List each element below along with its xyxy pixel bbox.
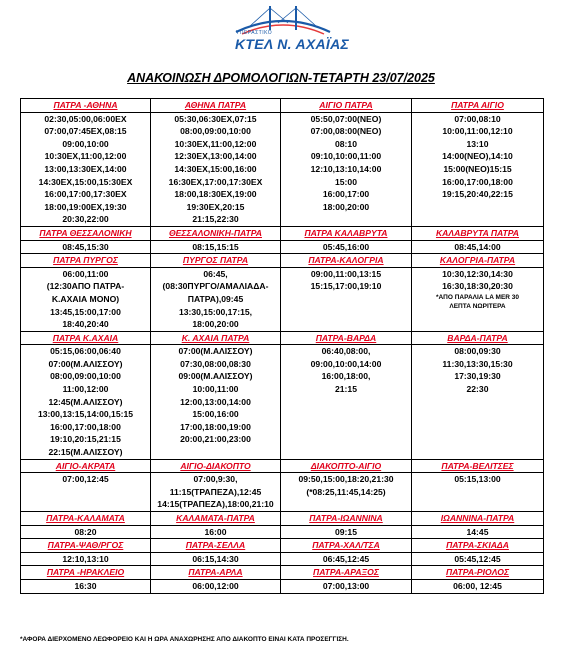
route-times-cell (281, 579, 412, 593)
route-name: ΠΑΤΡΑ-ΒΕΛΙΤΣΕΣ (412, 459, 544, 473)
departure-times: 07:00,08:10 10:00,11:00,12:10 13:10 14:00(ΝΕΟ),14:10 15:00(ΝΕΟ)15:15 16:00,17:00,18:00 19:15,20:40,22:15 (442, 113, 513, 200)
departure-times: 07:00,13:00 (322, 580, 370, 591)
departure-times: 06:45, (08:30ΠΥΡΓΟ/ΑΜΑΛΙΑΔΑ- ΠΑΤΡΑ),09:45 13:30,15:00,17:15, 18:00,20:00 (162, 268, 269, 330)
route-name: ΠΑΤΡΑ ΑΙΓΙΟ (412, 99, 544, 113)
route-times-cell (151, 579, 281, 593)
route-header-row (21, 459, 544, 473)
route-name: ΠΑΤΡΑ ΠΥΡΓΟΣ (21, 254, 151, 268)
page-title: ΑΝΑΚΟΙΝΩΣΗ ΔΡΟΜΟΛΟΓΙΩΝ-ΤΕΤΑΡΤΗ 23/07/2025 (127, 71, 435, 85)
route-times-cell (281, 345, 412, 459)
route-times-cell (21, 473, 151, 512)
route-times-cell (281, 525, 412, 539)
route-name: ΠΑΤΡΑ-ΧΑΛ/ΤΣΑ (281, 539, 412, 553)
route-name: ΠΑΤΡΑ-ΨΑΘ/ΡΓΟΣ (21, 539, 151, 553)
route-name: ΠΑΤΡΑ-ΒΑΡΔΑ (281, 331, 412, 345)
departure-times: 05:50,07:00(ΝΕΟ) 07:00,08:00(ΝΕΟ) 08:10 09:10,10:00,11:00 12:10,13:10,14:00 15:00 16:00,17:00 18:00,20:00 (310, 113, 382, 212)
route-times-cell (412, 473, 544, 512)
route-times-cell (151, 112, 281, 226)
route-name: ΠΑΤΡΑ ΚΑΛΑΒΡΥΤΑ (281, 226, 412, 240)
route-name: ΠΑΤΡΑ -ΗΡΑΚΛΕΙΟ (21, 566, 151, 580)
departure-times: 06:00,12:00 (192, 580, 239, 591)
departure-times: 10:30,12:30,14:30 16:30,18:30,20:30 (442, 268, 513, 292)
route-name: ΑΙΓΙΟ-ΔΙΑΚΟΠΤΟ (151, 459, 281, 473)
route-name: ΙΩΑΝΝΙΝΑ-ΠΑΤΡΑ (412, 512, 544, 526)
route-name: ΠΑΤΡΑ-ΚΑΛΟΓΡΙΑ (281, 254, 412, 268)
departure-times: 05:30,06:30ΕΧ,07:15 08:00,09:00,10:00 10:30ΕΧ,11:00,12:00 12:30ΕΧ,13:00,14:00 14:30ΕΧ,15:00,16:00 16:30ΕΧ,17:00,17:30ΕΧ 18:00,18:30ΕΧ,19:00 19:30ΕΧ,20:15 21:15,22:30 (168, 113, 263, 225)
footnote: *ΑΦΟΡΑ ΔΙΕΡΧΟΜΕΝΟ ΛΕΩΦΟΡΕΙΟ ΚΑΙ Η ΩΡΑ ΑΝΑΧΩΡΗΣΗΣ ΑΠΟ ΔΙΑΚΟΠΤΟ ΕΙΝΑΙ ΚΑΤΑ ΠΡΟΣΕΓΓΙΣΗ. (20, 636, 349, 643)
route-times-cell (281, 552, 412, 566)
route-header-row (21, 226, 544, 240)
departure-times: 08:45,14:00 (454, 241, 501, 252)
route-name: ΚΑΛΟΓΡΙΑ-ΠΑΤΡΑ (412, 254, 544, 268)
route-header-row (21, 254, 544, 268)
route-name: ΘΕΣΣΑΛΟΝΙΚΗ-ΠΑΤΡΑ (151, 226, 281, 240)
route-times-cell (412, 112, 544, 226)
route-name: ΠΑΤΡΑ-ΣΕΛΛΑ (151, 539, 281, 553)
route-times-row (21, 240, 544, 254)
route-name: ΔΙΑΚΟΠΤΟ-ΑΙΓΙΟ (281, 459, 412, 473)
route-times-cell (412, 267, 544, 331)
route-times-cell (21, 345, 151, 459)
route-times-cell (21, 525, 151, 539)
schedule-table (20, 98, 544, 594)
route-name: ΒΑΡΔΑ-ΠΑΤΡΑ (412, 331, 544, 345)
route-name: ΠΑΤΡΑ-ΑΡΑΞΟΣ (281, 566, 412, 580)
route-times-row (21, 552, 544, 566)
departure-times: 08:15,15:15 (192, 241, 239, 252)
route-times-row (21, 345, 544, 459)
route-times-cell (151, 345, 281, 459)
route-note: *ΑΠΟ ΠΑΡΑΛΙΑ LA MER 30 ΛΕΠΤΑ ΝΩΡΙΤΕΡΑ (435, 293, 520, 310)
route-times-cell (21, 579, 151, 593)
route-times-cell (21, 267, 151, 331)
route-name: Κ. ΑΧΑΙΑ ΠΑΤΡΑ (151, 331, 281, 345)
departure-times: 06:15,14:30 (192, 553, 239, 564)
departure-times: 05:45,12:45 (454, 553, 501, 564)
route-times-cell (412, 579, 544, 593)
route-name: ΠΥΡΓΟΣ ΠΑΤΡΑ (151, 254, 281, 268)
route-times-cell (281, 112, 412, 226)
departure-times: 08:20 (74, 526, 97, 537)
route-name: ΠΑΤΡΑ-ΡΙΟΛΟΣ (412, 566, 544, 580)
route-times-cell (21, 552, 151, 566)
route-header-row (21, 331, 544, 345)
logo-text: ΚΤΕΛ Ν. ΑΧΑΪΑΣ (235, 36, 350, 52)
route-times-cell (412, 552, 544, 566)
departure-times: 06:00, 12:45 (453, 580, 502, 591)
departure-times: 09:00,11:00,13:15 15:15,17:00,19:10 (310, 268, 382, 292)
route-times-row (21, 112, 544, 226)
departure-times: 08:45,15:30 (62, 241, 109, 252)
departure-times: 05:15,13:00 (454, 474, 501, 485)
departure-times: 05:15,06:00,06:40 07:00(Μ.ΑΛΙΣΣΟΥ) 08:00,09:00,10:00 11:00,12:00 12:45(Μ.ΑΛΙΣΣΟΥ) 13:00,13:15,14:00,15:15 16:00,17:00,18:00 19:10,20:15,21:15 22:15(Μ.ΑΛΙΣΣΟΥ) (37, 346, 134, 458)
route-header-row (21, 566, 544, 580)
route-times-row (21, 267, 544, 331)
departure-times: 05:45,16:00 (322, 241, 370, 252)
route-header-row (21, 99, 544, 113)
departure-times: 02:30,05:00,06:00ΕΧ 07:00,07:45ΕΧ,08:15 09:00,10:00 10:30ΕΧ,11:00,12:00 13:00,13:30ΕΧ,14:00 14:30ΕΧ,15:00,15:30ΕΧ 16:00,17:00,17:30ΕΧ 18:00,19:00ΕΧ,19:30 20:30,22:00 (38, 113, 133, 225)
route-times-cell (21, 112, 151, 226)
route-times-cell (412, 525, 544, 539)
departure-times: 14:45 (466, 526, 489, 537)
route-times-cell (21, 240, 151, 254)
route-times-row (21, 579, 544, 593)
route-times-cell (281, 240, 412, 254)
route-name: ΑΙΓΙΟ ΠΑΤΡΑ (281, 99, 412, 113)
departure-times: 09:50,15:00,18:20,21:30 (*08:25,11:45,14:25) (298, 474, 394, 497)
departure-times: 06:00,11:00 (12:30ΑΠΟ ΠΑΤΡΑ- Κ.ΑΧΑΙΑ ΜΟΝΟ) 13:45,15:00,17:00 18:40,20:40 (46, 268, 125, 330)
route-name: ΠΑΤΡΑ -ΑΘΗΝΑ (21, 99, 151, 113)
route-name: ΑΙΓΙΟ-ΑΚΡΑΤΑ (21, 459, 151, 473)
departure-times: 16:00 (204, 526, 227, 537)
departure-times: 06:45,12:45 (322, 553, 370, 564)
route-times-cell (412, 240, 544, 254)
route-times-cell (151, 552, 281, 566)
route-name: ΚΑΛΑΒΡΥΤΑ ΠΑΤΡΑ (412, 226, 544, 240)
route-times-cell (151, 473, 281, 512)
route-times-cell (281, 473, 412, 512)
departure-times: 12:10,13:10 (62, 553, 109, 564)
route-name: ΠΑΤΡΑ-ΑΡΛΑ (151, 566, 281, 580)
route-header-row (21, 539, 544, 553)
route-name: ΠΑΤΡΑ-ΙΩΑΝΝΙΝΑ (281, 512, 412, 526)
logo-subtitle: ΥΠΕΡΑΣΤΙΚΟ (236, 30, 273, 36)
route-name: ΠΑΤΡΑ Κ.ΑΧΑΙΑ (21, 331, 151, 345)
route-name: ΠΑΤΡΑ ΘΕΣΣΑΛΟΝΙΚΗ (21, 226, 151, 240)
departure-times: 09:15 (335, 526, 357, 537)
route-times-row (21, 525, 544, 539)
route-times-row (21, 473, 544, 512)
route-times-cell (151, 525, 281, 539)
route-times-cell (151, 267, 281, 331)
route-times-cell (281, 267, 412, 331)
route-name: ΑΘΗΝΑ ΠΑΤΡΑ (151, 99, 281, 113)
route-times-cell (412, 345, 544, 459)
route-name: ΠΑΤΡΑ-ΚΑΛΑΜΑΤΑ (21, 512, 151, 526)
departure-times: 07:00(Μ.ΑΛΙΣΣΟΥ) 07:30,08:00,08:30 09:00(Μ.ΑΛΙΣΣΟΥ) 10:00,11:00 12:00,13:00,14:00 15:00,16:00 17:00,18:00,19:00 20:00,21:00,23:00 (178, 346, 253, 445)
departure-times: 07:00,9:30, 11:15(ΤΡΑΠΕΖΑ),12:45 14:15(ΤΡΑΠΕΖΑ),18:00,21:10 (157, 474, 274, 510)
departure-times: 06:40,08:00, 09:00,10:00,14:00 16:00,18:00, 21:15 (310, 346, 382, 395)
departure-times: 16:30 (74, 580, 97, 591)
route-times-cell (151, 240, 281, 254)
route-name: ΚΑΛΑΜΑΤΑ-ΠΑΤΡΑ (151, 512, 281, 526)
departure-times: 08:00,09:30 11:30,13:30,15:30 17:30,19:30 22:30 (442, 346, 513, 395)
route-name: ΠΑΤΡΑ-ΣΚΙΑΔΑ (412, 539, 544, 553)
departure-times: 07:00,12:45 (62, 474, 109, 485)
route-header-row (21, 512, 544, 526)
